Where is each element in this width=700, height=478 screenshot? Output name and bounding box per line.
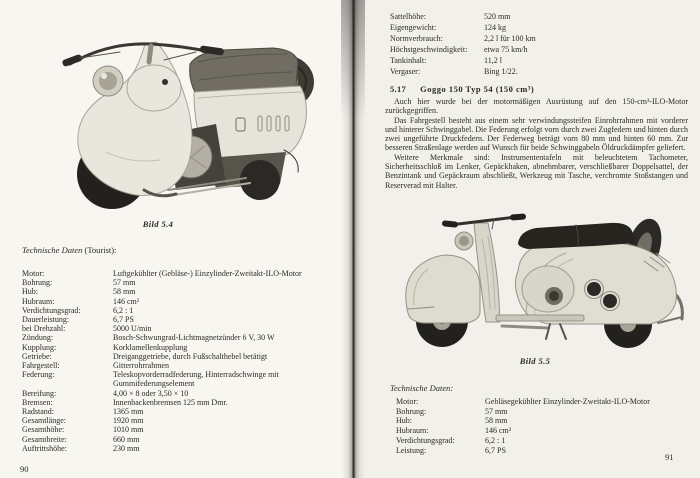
- spec-value: 58 mm: [113, 287, 136, 297]
- page-number-left: 90: [20, 464, 29, 474]
- spec-value: 57 mm: [485, 406, 508, 416]
- spec-value: Luftgekühlter (Gebläse-) Einzylinder-Zweitakt-ILO-Motor: [113, 269, 302, 278]
- spec-value: Teleskopvorderradfederung, Hinterradschwinge mit Gummifederungselement: [113, 370, 279, 389]
- vent-port: [587, 282, 601, 296]
- spec-value: 660 mm: [113, 434, 140, 444]
- leg-shield: [78, 42, 192, 195]
- spec-value: 6,2 : 1: [113, 305, 134, 315]
- spec-value: 1920 mm: [113, 416, 144, 426]
- spec-value: 1010 mm: [113, 425, 144, 435]
- spec-label: Hub:: [22, 287, 38, 297]
- spec-value: 2,2 l für 100 km: [484, 34, 536, 43]
- spec-value: 5000 U/min: [113, 324, 152, 334]
- spec-label: Kupplung:: [22, 342, 57, 352]
- right-specs-title: [390, 383, 453, 393]
- spec-value: 6,2 : 1: [485, 435, 506, 445]
- spec-label: Hubraum:: [396, 426, 429, 436]
- spec-label: Auftrittshöhe:: [22, 443, 67, 453]
- spec-label: Zündung:: [22, 333, 54, 343]
- scooter-photo-bild-5-4: [48, 2, 323, 214]
- paragraph-1: Auch hier wurde bei der motormäßigen Ausrüstung auf den 150-cm³-ILO-Motor zurückgegriffen.: [385, 97, 688, 116]
- spec-label: Hub:: [396, 416, 412, 426]
- spec-label: Verdichtungsgrad:: [22, 305, 81, 315]
- spec-label: bei Drehzahl:: [22, 324, 66, 334]
- spec-value: 1365 mm: [113, 407, 144, 417]
- spec-value: Gitterrohrrahmen: [113, 361, 169, 371]
- vent-port: [603, 294, 617, 308]
- spec-label: Gesamtlänge:: [22, 416, 66, 426]
- spec-label: Federung:: [22, 370, 55, 380]
- front-fender: [406, 255, 480, 323]
- right-bottom-specs-table: [396, 397, 690, 455]
- spec-label: Hubraum:: [22, 296, 55, 306]
- spec-label: Getriebe:: [22, 351, 52, 361]
- spec-value: 57 mm: [113, 278, 136, 288]
- spec-label: Sattelhöhe:: [390, 12, 426, 21]
- section-heading: [390, 84, 534, 94]
- paragraph-3: Weitere Merkmale sind: Instrumententafeln mit beleuchtetem Tachometer, Sicherheitsschloß im Lenker, Gepäckhaken, abnehmbarer, verschließbarer Doppelsattel, der Benzintank und Gepäckraum abschließt, Werkzeug mit Tasche, verchromte Stoßstangen und Reserverad mit Halter.: [385, 152, 688, 190]
- spec-label: Fahrgestell:: [22, 361, 60, 371]
- spec-value: Bing 1/22.: [484, 67, 518, 76]
- spec-value: 58 mm: [485, 416, 508, 426]
- spec-value: Dreiganggetriebe, durch Fußschalthebel betätigt: [113, 351, 268, 361]
- right-top-specs-table: [390, 11, 650, 77]
- spec-label: Eigengewicht:: [390, 23, 437, 32]
- floorboard: [496, 315, 584, 321]
- spec-label: Vergaser:: [390, 67, 421, 76]
- rear-wheel: [240, 160, 280, 200]
- spec-value: 230 mm: [113, 443, 140, 453]
- right-specs-title-emphasis: Technische Daten:: [390, 383, 454, 393]
- left-specs-title-suffix: (Tourist):: [82, 245, 117, 255]
- spec-label: Motor:: [22, 269, 45, 278]
- left-specs-title-emphasis: Technische Daten: [22, 245, 83, 255]
- left-specs-title: [22, 245, 116, 255]
- spec-value: 4,00 × 8 oder 3,50 × 10: [113, 388, 189, 398]
- section-title: Goggo 150 Typ 54 (150 cm³): [420, 84, 535, 94]
- spec-label: Gesamthöhe:: [22, 425, 65, 435]
- spec-value: Bosch-Schwungrad-Lichtmagnetzünder 6 V, 30 W: [113, 333, 275, 343]
- spec-label: Höchstgeschwindigkeit:: [390, 45, 468, 54]
- figure-caption-bild-5-4: Bild 5.4: [142, 219, 174, 229]
- spec-value: Innenbackenbremsen 125 mm Dmr.: [113, 397, 228, 407]
- spec-value: Gebläsegekühlter Einzylinder-Zweitakt-ILO-Motor: [485, 397, 650, 406]
- spec-value: etwa 75 km/h: [484, 45, 528, 54]
- spec-value: 520 mm: [484, 12, 511, 21]
- section-number: 5.17: [390, 84, 407, 94]
- spec-value: 146 cm²: [113, 296, 140, 306]
- spec-label: Leistung:: [396, 445, 427, 455]
- spec-label: Bohrung:: [396, 406, 427, 416]
- spec-label: Radstand:: [22, 407, 54, 417]
- scooter-photo-bild-5-5: [398, 209, 690, 353]
- spec-value: 146 cm²: [485, 426, 512, 436]
- paragraph-2: Das Fahrgestell besteht aus einem sehr verwindungssteifen Einrohrrahmen mit vorderer und hinterer Schwinggabel. Die Federung erfolgt vorn durch zwei Zugfedern und hinten durch zwei ungeführte Druckfedern. Der Federweg beträgt vorn 80 mm und hinten 60 mm. Zur besseren Straßenlage werden auf Wunsch für beide Schwinggabeln Öldruckdämpfer geliefert.: [385, 115, 688, 153]
- spec-value: 6,7 PS: [485, 445, 506, 455]
- spec-label: Gesamtbreite:: [22, 434, 67, 444]
- spec-label: Normverbrauch:: [390, 34, 443, 43]
- spec-label: Tankinhalt:: [390, 56, 427, 65]
- spec-value: 11,2 l: [484, 56, 502, 65]
- left-specs-table: [22, 269, 322, 453]
- spec-label: Dauerleistung:: [22, 315, 70, 325]
- spec-value: 124 kg: [484, 23, 506, 32]
- spec-label: Bremsen:: [22, 397, 53, 407]
- page-number-right: 91: [665, 452, 674, 462]
- spec-value: Korklamellenkupplung: [113, 342, 188, 352]
- section-body: [385, 97, 688, 190]
- spec-label: Bohrung:: [22, 278, 53, 288]
- spec-label: Verdichtungsgrad:: [396, 435, 455, 445]
- spec-value: 6,7 PS: [113, 315, 134, 325]
- spec-label: Motor:: [396, 397, 419, 406]
- spec-label: Bereifung:: [22, 388, 57, 398]
- figure-caption-bild-5-5: Bild 5.5: [519, 356, 551, 366]
